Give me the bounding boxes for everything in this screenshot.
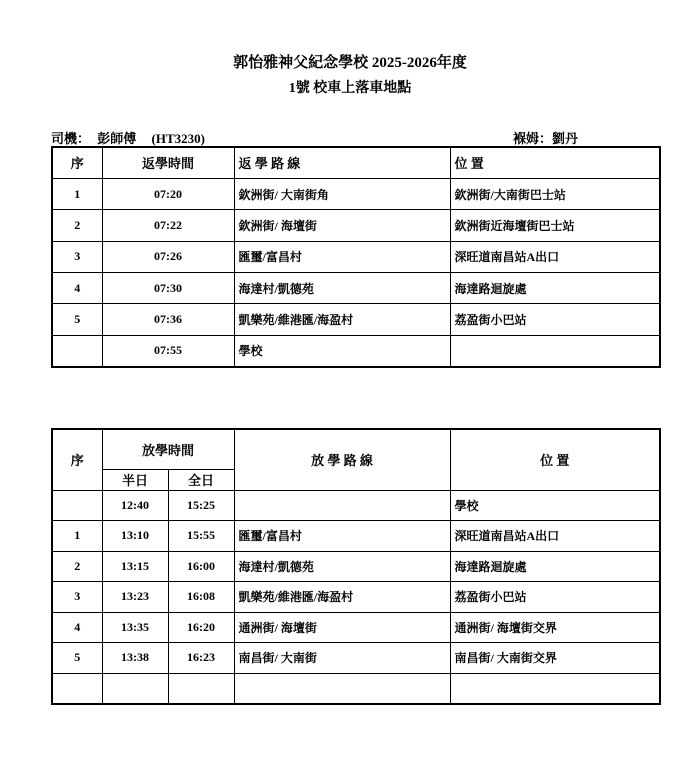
header-seq: 序 [52,429,102,490]
location-cell: 南昌街/ 大南街交界 [450,643,660,674]
table-row [52,643,660,674]
afternoon-route-table [51,428,661,705]
document-title: 郭怡雅神父紀念學校 2025-2026年度 [233,55,467,71]
header-location: 位 置 [450,429,660,490]
location-cell: 欽洲街/大南街巴士站 [450,178,660,209]
route-cell [234,673,450,704]
location-cell: 欽洲街近海壇街巴士站 [450,210,660,241]
seq-cell: 5 [52,304,102,335]
route-cell: 學校 [234,335,450,366]
half-day-time-cell: 13:10 [102,521,168,552]
route-cell [234,490,450,521]
table-row [52,273,660,304]
seq-cell: 3 [52,582,102,613]
time-cell: 07:30 [102,273,234,304]
driver-name: 彭師傅 [97,131,137,146]
header-time: 放學時間 [102,429,234,469]
route-cell: 匯璽/富昌村 [234,241,450,272]
table-row [52,521,660,552]
location-cell: 深旺道南昌站A出口 [450,241,660,272]
table-row [52,210,660,241]
location-cell [450,335,660,366]
half-day-time-cell [102,673,168,704]
table-row [52,673,660,704]
time-cell: 07:26 [102,241,234,272]
time-cell: 07:22 [102,210,234,241]
location-cell: 通洲街/ 海壇街交界 [450,612,660,643]
nanny-info: 褓姆：劉丹 [513,131,579,146]
location-cell: 深旺道南昌站A出口 [450,521,660,552]
morning-route-table [51,146,661,368]
route-cell: 南昌街/ 大南街 [234,643,450,674]
header-location: 位 置 [450,147,660,178]
seq-cell: 2 [52,210,102,241]
table-row [52,178,660,209]
route-cell: 凱樂苑/維港匯/海盈村 [234,582,450,613]
route-cell: 海達村/凱德苑 [234,273,450,304]
header-time: 返學時間 [102,147,234,178]
document-subtitle: 1號 校車上落車地點 [288,81,412,96]
time-cell: 07:20 [102,178,234,209]
time-cell: 07:36 [102,304,234,335]
table-row [52,582,660,613]
route-cell: 通洲街/ 海壇街 [234,612,450,643]
time-cell: 07:55 [102,335,234,366]
route-cell: 欽洲街/ 海壇街 [234,210,450,241]
full-day-time-cell: 16:08 [168,582,234,613]
seq-cell [52,490,102,521]
table-row [52,335,660,366]
seq-cell: 3 [52,241,102,272]
half-day-time-cell: 12:40 [102,490,168,521]
location-cell [450,673,660,704]
seq-cell [52,673,102,704]
table-row [52,304,660,335]
half-day-time-cell: 13:15 [102,551,168,582]
seq-cell: 1 [52,178,102,209]
location-cell: 海達路迴旋處 [450,551,660,582]
half-day-time-cell: 13:23 [102,582,168,613]
header-route: 放 學 路 線 [234,429,450,490]
table-header-row [52,429,660,469]
header-route: 返 學 路 線 [234,147,450,178]
driver-info [51,128,205,147]
route-cell: 欽洲街/ 大南街角 [234,178,450,209]
table-header-row [52,147,660,178]
full-day-time-cell: 16:00 [168,551,234,582]
location-cell: 荔盈街小巴站 [450,304,660,335]
location-cell: 海達路迴旋處 [450,273,660,304]
seq-cell: 4 [52,612,102,643]
header-half-day: 半日 [102,469,168,490]
half-day-time-cell: 13:35 [102,612,168,643]
full-day-time-cell: 15:25 [168,490,234,521]
route-cell: 凱樂苑/維港匯/海盈村 [234,304,450,335]
route-cell: 匯璽/富昌村 [234,521,450,552]
table-row [52,612,660,643]
seq-cell: 5 [52,643,102,674]
full-day-time-cell: 15:55 [168,521,234,552]
seq-cell: 4 [52,273,102,304]
table-row [52,551,660,582]
full-day-time-cell: 16:20 [168,612,234,643]
full-day-time-cell: 16:23 [168,643,234,674]
half-day-time-cell: 13:38 [102,643,168,674]
full-day-time-cell [168,673,234,704]
seq-cell [52,335,102,366]
seq-cell: 2 [52,551,102,582]
vehicle-plate: (HT3230) [151,131,205,146]
location-cell: 學校 [450,490,660,521]
table-row [52,241,660,272]
location-cell: 荔盈街小巴站 [450,582,660,613]
seq-cell: 1 [52,521,102,552]
table-row [52,490,660,521]
route-cell: 海達村/凱德苑 [234,551,450,582]
header-seq: 序 [52,147,102,178]
driver-label: 司機： [51,131,91,146]
header-full-day: 全日 [168,469,234,490]
